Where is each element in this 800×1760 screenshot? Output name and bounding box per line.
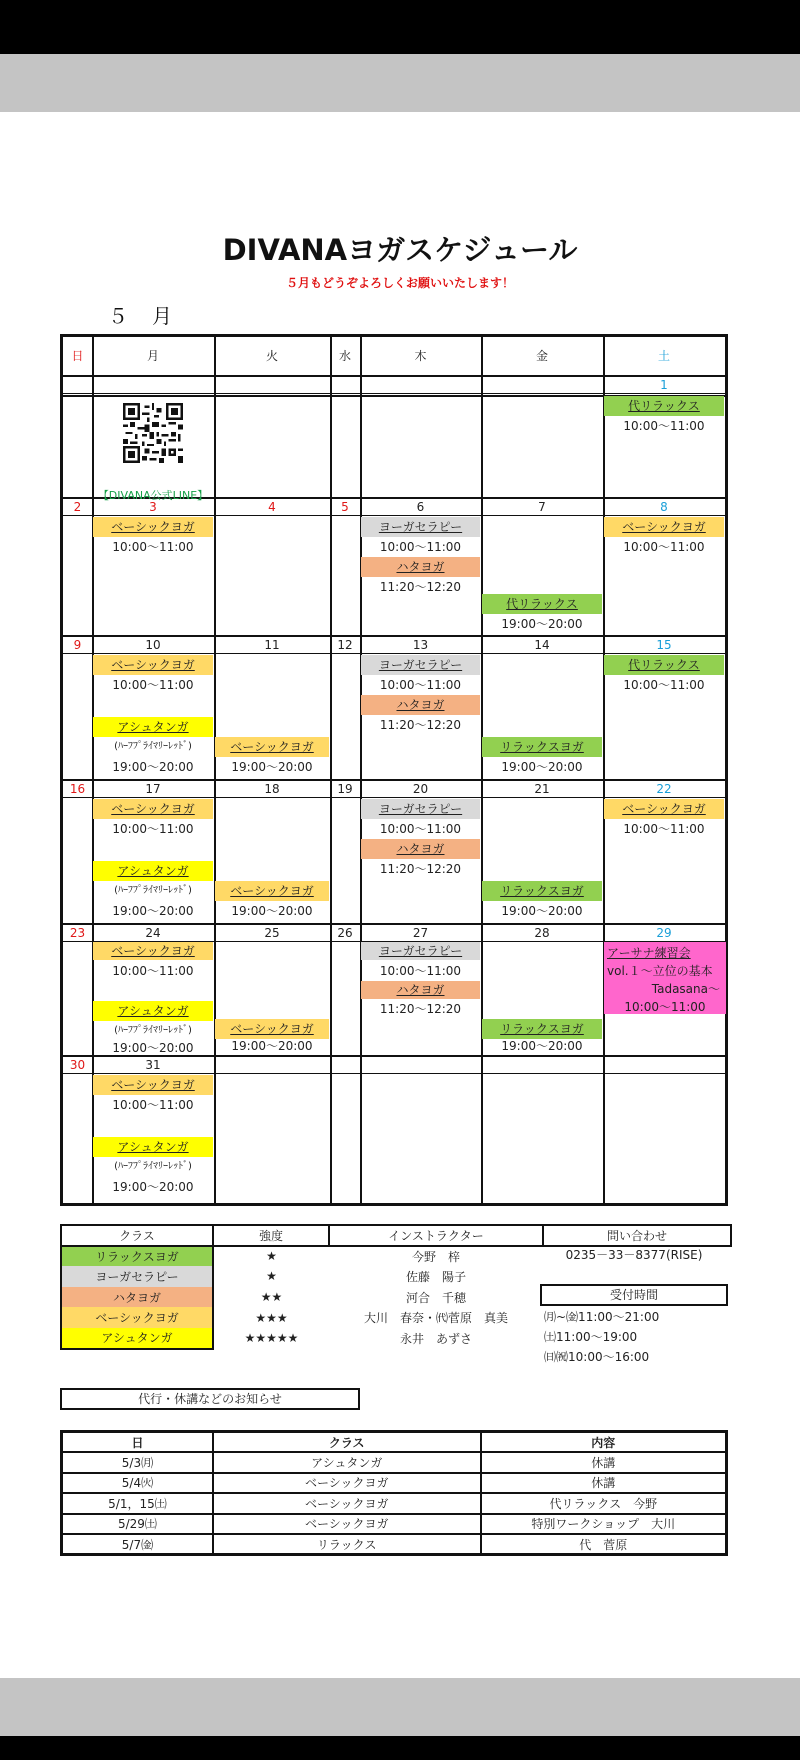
- weekday-thu: 木: [414, 349, 427, 363]
- class-time: 19:00～20:00: [231, 1039, 313, 1053]
- date-31: 31: [145, 1058, 161, 1072]
- class-therapy: ヨーガセラピー: [361, 517, 480, 537]
- line-qr-block[interactable]: [92, 395, 214, 502]
- change-class: ベーシックヨガ: [213, 1493, 481, 1514]
- asana-workshop-block: [603, 941, 725, 1015]
- date-27: 27: [412, 926, 429, 940]
- date-7: 7: [538, 500, 546, 514]
- class-time: 19:00～20:00: [112, 904, 194, 918]
- date-3: 3: [149, 500, 157, 514]
- notice-label: 代行・休講などのお知らせ: [60, 1388, 360, 1410]
- class-time: 10:00～11:00: [379, 822, 462, 836]
- reception-hours-label: 受付時間: [540, 1284, 728, 1306]
- legend-instructor: 大川 春奈・㈹菅原 真美: [363, 1311, 508, 1326]
- date-5: 5: [341, 500, 349, 514]
- class-time: 19:00～20:00: [231, 904, 313, 918]
- class-time: 10:00～11:00: [112, 964, 194, 978]
- class-ashtanga-note: (ﾊｰﾌﾌﾟﾗｲﾏﾘｰﾚｯﾄﾞ): [114, 1025, 192, 1036]
- class-ashtanga: アシュタンガ: [93, 1001, 213, 1021]
- class-time: 10:00～11:00: [624, 1000, 706, 1014]
- class-time: 11:20～12:20: [379, 1002, 462, 1016]
- class-time: 19:00～20:00: [501, 617, 583, 631]
- legend-level: ★: [266, 1249, 277, 1264]
- date-23: 23: [69, 926, 86, 940]
- line-link-caption: 【DIVANA公式LINE】: [97, 489, 209, 502]
- legend-class: ハタヨガ: [61, 1287, 213, 1308]
- class-basic: ベーシックヨガ: [93, 655, 213, 675]
- class-time: 10:00～11:00: [379, 678, 462, 692]
- date-6: 6: [416, 500, 425, 514]
- class-time: 19:00～20:00: [501, 1039, 583, 1053]
- legend-instructor: 河合 千穂: [405, 1290, 466, 1305]
- table-row: [62, 1493, 727, 1514]
- legend-instructor: 佐藤 陽子: [405, 1269, 466, 1284]
- legend-instructor: 永井 あずさ: [399, 1331, 472, 1346]
- changes-header-content: 内容: [481, 1432, 727, 1453]
- top-gray-band: [0, 54, 800, 112]
- class-relax-sub: 代リラックス: [604, 396, 724, 416]
- class-time: 19:00～20:00: [112, 1180, 194, 1194]
- legend-instructor: 今野 梓: [411, 1249, 460, 1264]
- class-time: 10:00～11:00: [623, 540, 705, 554]
- change-date: 5/1，15㈯: [62, 1493, 213, 1514]
- change-date: 5/7㈮: [62, 1534, 213, 1555]
- class-ashtanga: アシュタンガ: [93, 717, 213, 737]
- qr-code-icon: [123, 403, 183, 463]
- schedule-changes-table: [60, 1430, 728, 1556]
- legend-level: ★★: [260, 1290, 283, 1305]
- date-13: 13: [412, 638, 429, 652]
- class-time: 10:00～11:00: [623, 419, 705, 433]
- weekday-wed: 水: [338, 349, 351, 363]
- class-therapy: ヨーガセラピー: [361, 942, 480, 960]
- date-11: 11: [264, 638, 280, 652]
- class-hatha: ハタヨガ: [361, 695, 480, 715]
- class-time: 19:00～20:00: [231, 760, 313, 774]
- date-16: 16: [69, 782, 86, 796]
- legend-header-contact: 問い合わせ: [543, 1225, 731, 1246]
- change-content: 休講: [481, 1473, 727, 1494]
- class-hatha: ハタヨガ: [361, 557, 480, 577]
- bottom-gray-band: [0, 1678, 800, 1736]
- table-row: [62, 1514, 727, 1535]
- date-18: 18: [264, 782, 280, 796]
- legend-level: ★★★: [255, 1310, 288, 1325]
- hours-weekday: ㈪~㈮11:00～21:00: [544, 1310, 660, 1324]
- class-time: 10:00～11:00: [112, 1098, 194, 1112]
- class-basic: ベーシックヨガ: [215, 1019, 329, 1039]
- contact-phone[interactable]: 0235－33－8377(RISE): [565, 1248, 703, 1262]
- class-time: 19:00～20:00: [112, 1041, 194, 1055]
- date-8: 8: [660, 500, 668, 514]
- date-22: 22: [656, 782, 672, 796]
- class-time: 11:20～12:20: [379, 580, 462, 594]
- date-20: 20: [412, 782, 429, 796]
- class-time: 11:20～12:20: [379, 862, 462, 876]
- date-2: 2: [73, 500, 82, 514]
- class-basic: ベーシックヨガ: [215, 737, 329, 757]
- class-ashtanga: アシュタンガ: [93, 1137, 213, 1157]
- class-time: 19:00～20:00: [501, 760, 583, 774]
- weekday-fri: 金: [535, 349, 548, 363]
- date-29: 29: [656, 926, 672, 940]
- class-ashtanga-note: (ﾊｰﾌﾌﾟﾗｲﾏﾘｰﾚｯﾄﾞ): [114, 885, 192, 896]
- class-time: 10:00～11:00: [112, 540, 194, 554]
- table-row: [62, 1534, 727, 1555]
- class-basic: ベーシックヨガ: [93, 1075, 213, 1095]
- change-content: 代リラックス 今野: [481, 1493, 727, 1514]
- class-basic: ベーシックヨガ: [604, 517, 724, 537]
- asana-title: アーサナ練習会: [607, 946, 691, 960]
- legend-level: ★★★★★: [244, 1331, 299, 1346]
- date-15: 15: [656, 638, 672, 652]
- date-14: 14: [534, 638, 550, 652]
- change-class: アシュタンガ: [213, 1452, 481, 1473]
- date-28: 28: [534, 926, 550, 940]
- class-hatha: ハタヨガ: [361, 981, 480, 999]
- class-therapy: ヨーガセラピー: [361, 655, 480, 675]
- date-25: 25: [264, 926, 280, 940]
- class-time: 10:00～11:00: [379, 964, 462, 978]
- table-row: [62, 1473, 727, 1494]
- hours-saturday: ㈯11:00～19:00: [544, 1330, 638, 1344]
- change-content: 代 菅原: [481, 1534, 727, 1555]
- date-21: 21: [534, 782, 550, 796]
- table-row: [62, 1452, 727, 1473]
- date-9: 9: [73, 638, 82, 652]
- date-30: 30: [69, 1058, 86, 1072]
- class-time: 10:00～11:00: [623, 822, 705, 836]
- change-date: 5/3㈪: [62, 1452, 213, 1473]
- date-1: 1: [660, 378, 668, 392]
- class-basic: ベーシックヨガ: [604, 799, 724, 819]
- changes-header-date: 日: [62, 1432, 213, 1453]
- class-ashtanga-note: (ﾊｰﾌﾌﾟﾗｲﾏﾘｰﾚｯﾄﾞ): [114, 741, 192, 752]
- class-time: 10:00～11:00: [379, 540, 462, 554]
- class-basic: ベーシックヨガ: [215, 881, 329, 901]
- class-relax-sub: 代リラックス: [482, 594, 602, 614]
- class-ashtanga-note: (ﾊｰﾌﾌﾟﾗｲﾏﾘｰﾚｯﾄﾞ): [114, 1161, 192, 1172]
- class-time: 19:00～20:00: [501, 904, 583, 918]
- legend-header-class: クラス: [61, 1225, 213, 1246]
- change-class: ベーシックヨガ: [213, 1473, 481, 1494]
- class-time: 19:00～20:00: [112, 760, 194, 774]
- class-therapy: ヨーガセラピー: [361, 799, 480, 819]
- change-date: 5/4㈫: [62, 1473, 213, 1494]
- legend-header-instructor: インストラクター: [329, 1225, 543, 1246]
- weekday-sat: 土: [657, 349, 670, 363]
- page-subtitle: ５月もどうぞよろしくお願いいたします！: [285, 276, 514, 290]
- class-relax-sub: 代リラックス: [604, 655, 724, 675]
- class-time: 10:00～11:00: [623, 678, 705, 692]
- class-relax-yoga: リラックスヨガ: [482, 737, 602, 757]
- weekday-tue: 火: [265, 349, 278, 363]
- date-26: 26: [337, 926, 353, 940]
- change-class: ベーシックヨガ: [213, 1514, 481, 1535]
- class-time: 11:20～12:20: [379, 718, 462, 732]
- legend-header-level: 強度: [213, 1225, 329, 1246]
- weekday-mon: 月: [146, 349, 159, 363]
- calendar-grid: [60, 334, 728, 1206]
- weekday-sun: 日: [71, 349, 84, 363]
- class-time: 10:00～11:00: [112, 822, 194, 836]
- class-basic: ベーシックヨガ: [93, 942, 213, 960]
- asana-pose: Tadasana～: [651, 982, 720, 996]
- legend-class: ヨーガセラピー: [61, 1266, 213, 1287]
- legend-class: リラックスヨガ: [61, 1246, 213, 1267]
- legend-level: ★: [266, 1269, 277, 1284]
- date-12: 12: [337, 638, 353, 652]
- date-4: 4: [268, 500, 276, 514]
- page-title: DIVANAヨガスケジュール: [222, 233, 578, 267]
- class-basic: ベーシックヨガ: [93, 517, 213, 537]
- changes-header-class: クラス: [213, 1432, 481, 1453]
- class-relax-yoga: リラックスヨガ: [482, 1019, 602, 1039]
- date-19: 19: [337, 782, 353, 796]
- bottom-nav-bar: [0, 1736, 800, 1760]
- class-hatha: ハタヨガ: [361, 839, 480, 859]
- date-24: 24: [145, 926, 161, 940]
- asana-subtitle: vol.１～立位の基本: [607, 964, 713, 978]
- date-17: 17: [145, 782, 161, 796]
- top-status-bar: [0, 0, 800, 54]
- legend-class: アシュタンガ: [61, 1328, 213, 1349]
- date-10: 10: [145, 638, 161, 652]
- change-content: 特別ワークショップ 大川: [481, 1514, 727, 1535]
- class-basic: ベーシックヨガ: [93, 799, 213, 819]
- change-date: 5/29㈯: [62, 1514, 213, 1535]
- hours-sunday-holiday: ㈰㈷10:00～16:00: [544, 1350, 650, 1364]
- class-ashtanga: アシュタンガ: [93, 861, 213, 881]
- change-class: リラックス: [213, 1534, 481, 1555]
- class-time: 10:00～11:00: [112, 678, 194, 692]
- class-relax-yoga: リラックスヨガ: [482, 881, 602, 901]
- change-content: 休講: [481, 1452, 727, 1473]
- legend-class: ベーシックヨガ: [61, 1307, 213, 1328]
- month-label: ５ 月: [108, 304, 174, 328]
